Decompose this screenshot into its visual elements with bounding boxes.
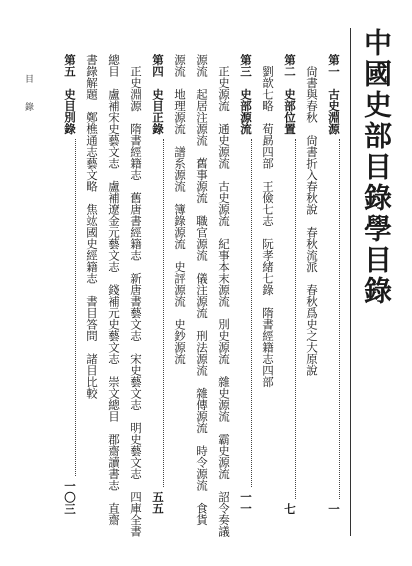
toc-page-number: 一一 xyxy=(239,491,253,514)
toc-entry-text: 第二 史部位置 xyxy=(283,54,297,135)
toc-entry-text: 第三 史部源流 xyxy=(239,54,253,135)
toc-entry-text: 劉歆七略 荀勗四部 王儉七志 阮孝緒七錄 隋書經籍志四部 xyxy=(261,54,275,388)
leader-dots xyxy=(251,139,252,488)
toc-subentry xyxy=(217,54,230,537)
toc-page-number: 一 xyxy=(327,502,341,514)
toc-section-entry xyxy=(239,54,252,514)
toc-section-entry xyxy=(283,54,296,514)
toc-page-number: 一〇三 xyxy=(63,479,77,514)
toc-entry-text: 書錄解題 鄭樵通志藝文略 焦竑國史經籍志 書目答問 諸目比較 xyxy=(85,54,99,399)
toc-subentry xyxy=(305,54,318,376)
page-title: 中國史部目錄學目錄 xyxy=(360,28,393,307)
toc-entry-text: 正史淵源 隋書經籍志 舊唐書經籍志 新唐書藝文志 宋史藝文志 明史藝文志 四庫全書 xyxy=(129,54,143,537)
toc-entry-text: 總目 盧補宋史藝文志 盧補遼金元藝文志 錢補元史藝文志 崇文總目 郡齋讀書志 直齋 xyxy=(107,54,121,526)
toc-entry-text: 第五 史目別錄 xyxy=(63,54,77,135)
toc-entry-text: 第四 史目正錄 xyxy=(151,54,165,135)
toc-subentry xyxy=(195,54,208,526)
toc-section-entry xyxy=(63,54,76,514)
leader-dots xyxy=(295,139,296,499)
toc-subentry xyxy=(129,54,142,537)
toc-entry-text: 源流 起居注源流 舊事源流 職官源流 儀注源流 刑法源流 雜傳源流 時令源流 食貨 xyxy=(195,54,209,526)
toc-section-entry xyxy=(151,54,164,514)
toc-subentry xyxy=(173,54,186,365)
toc-entry-text: 正史源流 通史源流 古史源流 紀事本末源流 別史源流 雜史源流 霸史源流 詔令奏議 xyxy=(217,54,231,537)
toc-page-number: 七 xyxy=(283,502,297,514)
running-head: 目 錄 xyxy=(23,74,33,119)
toc-page-number: 五五 xyxy=(151,491,165,514)
toc-subentry xyxy=(107,54,120,526)
toc-entry-text: 第一 古史淵源 xyxy=(327,54,341,135)
title-rule xyxy=(350,28,351,536)
toc-subentry xyxy=(261,54,274,388)
leader-dots xyxy=(339,139,340,499)
toc-section-entry xyxy=(327,54,340,514)
leader-dots xyxy=(75,139,76,476)
leader-dots xyxy=(163,139,164,488)
toc-entry-text: 源流 地理源流 譜系源流 簿錄源流 史評源流 史鈔源流 xyxy=(173,54,187,365)
toc-entry-text: 尙書與春秋 尙書折入春秋說 春秋流派 春秋爲史之大原說 xyxy=(305,54,319,376)
toc-subentry xyxy=(85,54,98,399)
